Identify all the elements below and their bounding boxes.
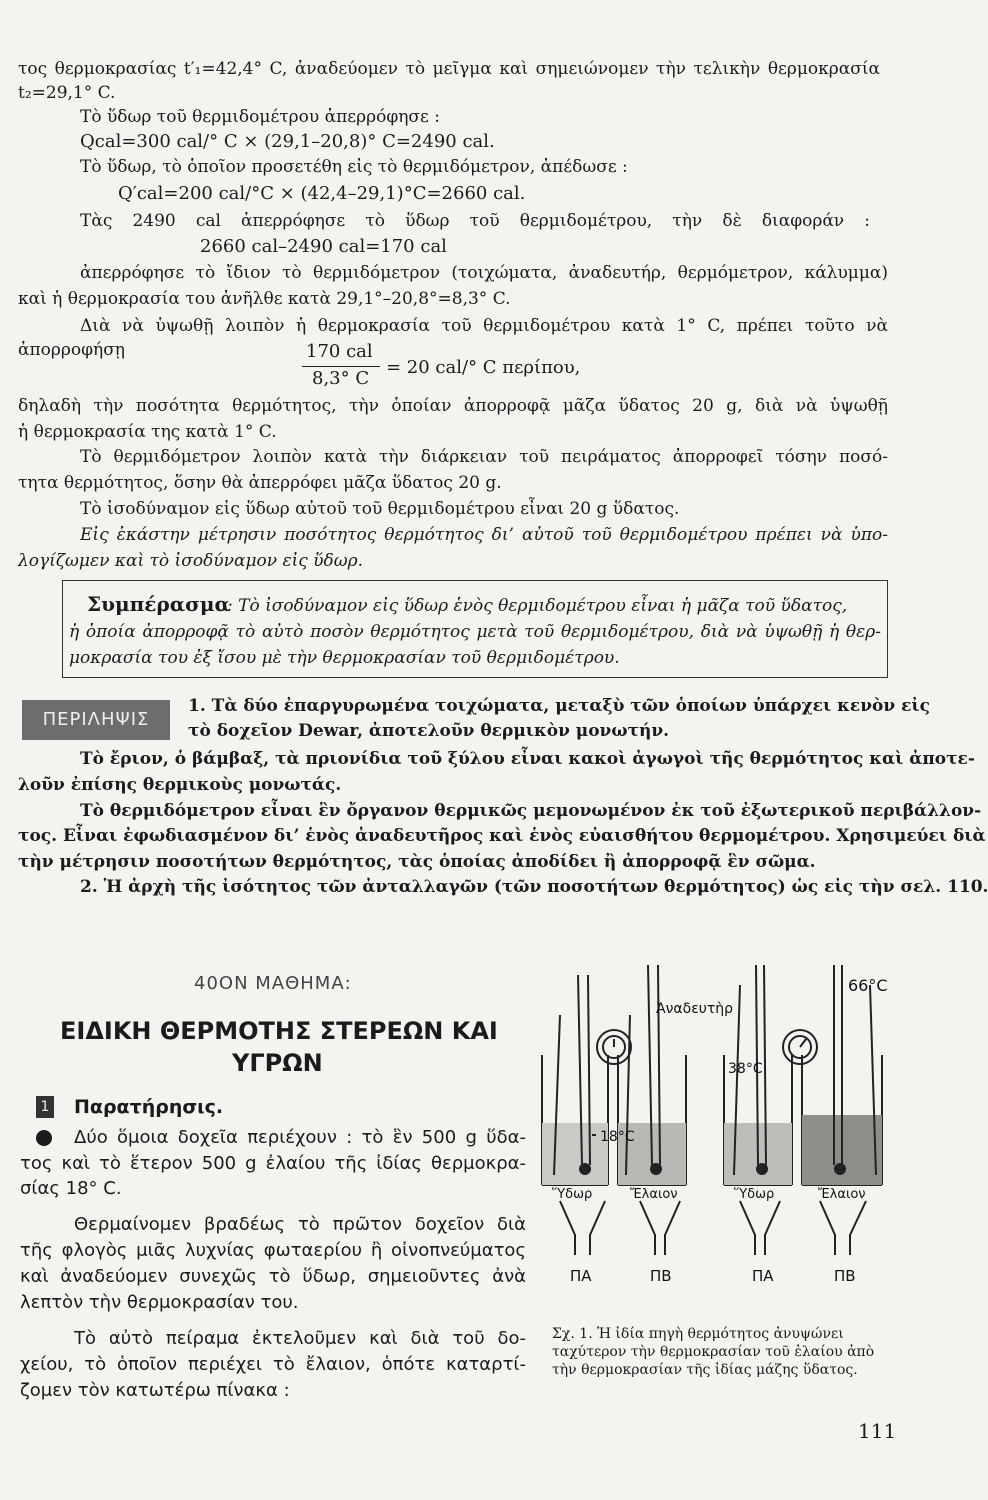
lesson-text: χείου, τὸ ὁποῖον περιέχει τὸ ἔλαιον, ὁπότε καταρτί- xyxy=(20,1354,526,1375)
summary-text: 1. Τὰ δύο ἐπαργυρωμένα τοιχώματα, μεταξὺ τῶν ὁποίων ὑπάρχει κενὸν εἰς xyxy=(188,696,930,716)
lesson-text: καὶ ἀναδεύομεν συνεχῶς τὸ ὕδωρ, σημειοῦντες ἀνὰ xyxy=(20,1266,526,1287)
page-number: 111 xyxy=(858,1419,897,1443)
text-line: Διὰ νὰ ὑψωθῇ λοιπὸν ἡ θερμοκρασία τοῦ θερμιδομέτρου κατὰ 1° C, πρέπει τοῦτο νὰ xyxy=(80,316,888,336)
experiment-figure xyxy=(530,955,900,1325)
summary-text: Τὸ θερμιδόμετρον εἶναι ἓν ὄργανον θερμικῶς μεμονωμένον ἐκ τοῦ ἐξωτερικοῦ περιβάλλον- xyxy=(80,801,982,821)
section-title: Παρατήρησις. xyxy=(74,1096,224,1118)
conclusion-box xyxy=(62,580,888,678)
fraction-denominator: 8,3° C xyxy=(312,368,370,389)
summary-text: Τὸ ἔριον, ὁ βάμβαξ, τὰ πριονίδια τοῦ ξύλου εἶναι κακοὶ ἀγωγοὶ τῆς θερμότητος καὶ ἀποτε- xyxy=(80,749,975,769)
vessel-label: Ὕδωρ xyxy=(734,1187,775,1202)
vessel-label: Ἔλαιον xyxy=(630,1187,678,1202)
lesson-text: σίας 18° C. xyxy=(20,1178,122,1199)
temp-right-label: 66°C xyxy=(848,976,888,995)
text-line: Τὰς 2490 cal ἀπερρόφησε τὸ ὕδωρ τοῦ θερμιδομέτρου, τὴν δὲ διαφοράν : xyxy=(80,211,870,231)
fraction-numerator: 170 cal xyxy=(306,341,373,362)
lesson-title-line1: ΕΙΔΙΚΗ ΘΕΡΜΟΤΗΣ ΣΤΕΡΕΩΝ ΚΑΙ xyxy=(60,1017,498,1045)
burner-label: ΠA xyxy=(570,1267,592,1285)
stirrer-label: Ἀναδευτὴρ xyxy=(656,1001,734,1017)
fraction-bar xyxy=(302,366,380,367)
temp-mid-label: 38°C xyxy=(728,1061,763,1077)
lesson-number: 40ΟΝ ΜΑΘΗΜΑ: xyxy=(194,973,352,994)
burner-label: ΠB xyxy=(650,1267,672,1285)
lesson-title-line2: ΥΓΡΩΝ xyxy=(232,1049,323,1077)
vessel-label: Ὕδωρ xyxy=(552,1187,593,1202)
text-line: δηλαδὴ τὴν ποσότητα θερμότητος, τὴν ὁποίαν ἀπορροφᾷ μᾶζα ὕδατος 20 g, διὰ νὰ ὑψωθῇ xyxy=(18,396,888,416)
figure-caption: τὴν θερμοκρασίαν τῆς ἰδίας μάζης ὕδατος. xyxy=(552,1362,858,1378)
burner-label: ΠA xyxy=(752,1267,774,1285)
summary-text: 2. Ἡ ἀρχὴ τῆς ἰσότητος τῶν ἀνταλλαγῶν (τῶν ποσοτήτων θερμότητος) ὡς εἰς τὴν σελ. 110. xyxy=(80,877,988,897)
lesson-text: λεπτὸν τὴν θερμοκρασίαν του. xyxy=(20,1292,299,1313)
lesson-text: ζομεν τὸν κατωτέρω πίνακα : xyxy=(20,1380,290,1401)
text-line: Εἰς ἑκάστην μέτρησιν ποσότητος θερμότητος δι’ αὐτοῦ τοῦ θερμιδομέτρου πρέπει νὰ ὑπο- xyxy=(80,525,888,545)
text-line: ἡ θερμοκρασία της κατὰ 1° C. xyxy=(18,422,277,442)
lesson-text: τῆς φλογὸς μιᾶς λυχνίας φωταερίου ἢ οἰνοπνεύματος xyxy=(20,1240,526,1261)
text-line: ἀπορροφήσῃ xyxy=(18,340,125,360)
text-line: Τὸ ἰσοδύναμον εἰς ὕδωρ αὐτοῦ τοῦ θερμιδομέτρου εἶναι 20 g ὕδατος. xyxy=(80,499,680,519)
summary-text: τος. Εἶναι ἐφωδιασμένον δι’ ἑνὸς ἀναδευτῆρος καὶ ἑνὸς εὐαισθήτου θερμομέτρου. Χρησιμεύει διὰ xyxy=(18,826,986,846)
equation: 2660 cal–2490 cal=170 cal xyxy=(200,236,447,257)
temp-left-label: 18°C xyxy=(600,1129,635,1145)
text-line: τητα θερμότητος, ὅσην θὰ ἀπερρόφει μᾶζα ὕδατος 20 g. xyxy=(18,473,502,493)
conclusion-text: : Τὸ ἰσοδύναμον εἰς ὕδωρ ἑνὸς θερμιδομέτρου εἶναι ἡ μᾶζα τοῦ ὕδατος, xyxy=(227,596,848,616)
text-line: τος θερμοκρασίας t′₁=42,4° C, ἀναδεύομεν τὸ μεῖγμα καὶ σημειώνομεν τὴν τελικὴν θερμοκρασία xyxy=(18,59,880,79)
summary-text: τὴν μέτρησιν ποσοτήτων θερμότητος, τὰς ὁποίας ἀποδίδει ἢ ἀπορροφᾷ ἓν σῶμα. xyxy=(18,852,816,872)
text-line: καὶ ἡ θερμοκρασία του ἀνῆλθε κατὰ 29,1°–20,8°=8,3° C. xyxy=(18,289,511,309)
lesson-text: Θερμαίνομεν βραδέως τὸ πρῶτον δοχεῖον διὰ xyxy=(74,1214,526,1235)
text-line: Τὸ ὕδωρ, τὸ ὁποῖον προσετέθη εἰς τὸ θερμιδόμετρον, ἀπέδωσε : xyxy=(80,157,628,177)
fraction-result: = 20 cal/° C περίπου, xyxy=(386,357,581,378)
text-line: ἀπερρόφησε τὸ ἴδιον τὸ θερμιδόμετρον (τοιχώματα, ἀναδευτήρ, θερμόμετρον, κάλυμμα) xyxy=(80,263,888,283)
summary-text: λοῦν ἐπίσης θερμικοὺς μονωτάς. xyxy=(18,775,342,795)
text-line: λογίζωμεν καὶ τὸ ἰσοδύναμον εἰς ὕδωρ. xyxy=(18,551,364,571)
burner-label: ΠB xyxy=(834,1267,856,1285)
section-marker: 1 xyxy=(36,1096,54,1118)
equation: Qcal=300 cal/° C × (29,1–20,8)° C=2490 cal. xyxy=(80,131,495,152)
text-line: t₂=29,1° C. xyxy=(18,83,116,103)
lesson-text: τος καὶ τὸ ἕτερον 500 g ἐλαίου τῆς ἰδίας θερμοκρα- xyxy=(20,1153,526,1174)
text-line: Τὸ θερμιδόμετρον λοιπὸν κατὰ τὴν διάρκειαν τοῦ πειράματος ἀπορροφεῖ τόσην ποσό- xyxy=(80,447,888,467)
bullet-icon xyxy=(36,1130,52,1146)
summary-tab: ΠΕΡΙΛΗΨΙΣ xyxy=(22,700,170,740)
lesson-text: Τὸ αὐτὸ πείραμα ἐκτελοῦμεν καὶ διὰ τοῦ δο- xyxy=(74,1328,526,1349)
lesson-text: Δύο ὅμοια δοχεῖα περιέχουν : τὸ ἓν 500 g ὕδα- xyxy=(74,1127,526,1148)
conclusion-text: μοκρασία του ἐξ ἴσου μὲ τὴν θερμοκρασίαν τοῦ θερμιδομέτρου. xyxy=(69,648,620,668)
figure-caption: ταχύτερον τὴν θερμοκρασίαν τοῦ ἐλαίου ἀπὸ xyxy=(552,1344,875,1360)
summary-text: τὸ δοχεῖον Dewar, ἀποτελοῦν θερμικὸν μονωτήν. xyxy=(188,721,670,741)
equation: Q′cal=200 cal/°C × (42,4–29,1)°C=2660 cal. xyxy=(118,183,526,204)
figure-caption: Σχ. 1. Ἡ ἰδία πηγὴ θερμότητος ἀνυψώνει xyxy=(552,1326,844,1342)
conclusion-text: ἡ ὁποία ἀπορροφᾷ τὸ αὐτὸ ποσὸν θερμότητος μετὰ τοῦ θερμιδομέτρου, διὰ νὰ ὑψωθῇ ἡ θερ- xyxy=(69,622,881,642)
text-line: Τὸ ὕδωρ τοῦ θερμιδομέτρου ἀπερρόφησε : xyxy=(80,107,440,127)
conclusion-label: Συμπέρασμα xyxy=(87,592,230,616)
vessel-label: Ἔλαιον xyxy=(818,1187,866,1202)
